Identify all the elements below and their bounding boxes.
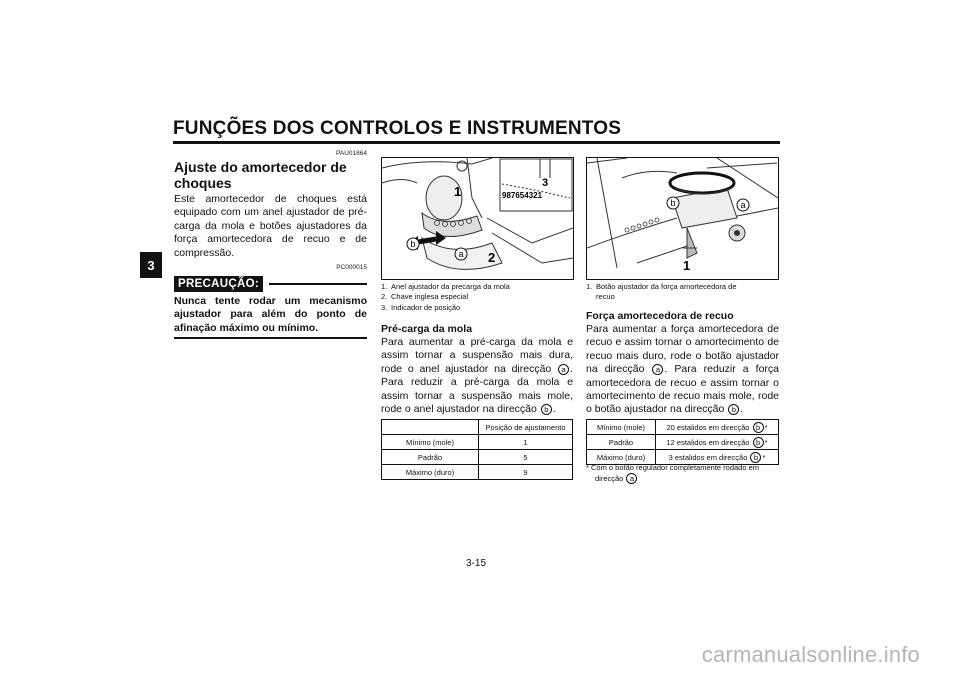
fig2-callout-a: a — [740, 200, 746, 210]
section-heading: Ajuste do amortecedor de choques — [174, 159, 347, 191]
caution-badge: PRECAUÇÃO: — [174, 276, 263, 292]
fig1-callout-2: 2 — [488, 250, 496, 265]
caution-code: PC000015 — [336, 264, 367, 272]
spring-preload-heading: Pré-carga da mola — [381, 323, 473, 335]
table-header-cell — [382, 420, 479, 435]
table-row: Mínimo (mole) 1 — [382, 435, 573, 450]
table-row: Mínimo (mole) 20 estalidos em direcção b * — [587, 420, 779, 435]
figure-rebound-damping — [586, 157, 779, 280]
shock-absorber-section — [174, 150, 367, 339]
page-number: 3-15 — [466, 558, 487, 569]
spring-preload-section — [381, 323, 573, 416]
direction-a-symbol: a — [626, 473, 637, 484]
fig1-callout-a: a — [458, 249, 464, 259]
caution-header — [174, 276, 367, 292]
direction-a-symbol: a — [558, 364, 569, 375]
section-code: PAU01864 — [336, 150, 367, 157]
legend-item: 3. Indicador de posição — [381, 302, 461, 312]
fig2-callout-b: b — [670, 198, 676, 208]
direction-b-symbol: b — [753, 422, 764, 433]
fig1-callout-b: b — [410, 239, 416, 249]
fig1-callout-3: 3 — [542, 177, 549, 189]
figure-spring-preload — [381, 157, 574, 280]
figure-spring-preload-legend — [381, 282, 573, 313]
caution-end-rule — [174, 337, 367, 339]
direction-a-symbol: a — [652, 364, 663, 375]
rebound-damping-text: Para aumentar a força amortecedora de recuo e assim tornar o amortecimento de recuo mais duro, rode o botão ajustador na direcção a . Para reduzir a força amortecedora de recuo e assim tornar o amortecimento de recuo mais mole, rode o botão ajustador na direcção b . — [586, 323, 780, 416]
watermark: carmanualsonline.info — [701, 642, 920, 667]
spring-preload-text: Para aumentar a pré-carga da mola e assim tornar a suspensão mais dura, rode o anel ajustador na direcção a . Para reduzir a pré-carga da mola e assim tornar a suspensão mais mole, rode o anel ajustador na direcção b . — [381, 336, 574, 416]
fig1-callout-1: 1 — [454, 184, 462, 199]
direction-b-symbol: b — [750, 452, 761, 463]
table-row: Máximo (duro) 3 estalidos em direcção b * — [587, 450, 779, 465]
direction-b-symbol: b — [753, 437, 764, 448]
direction-b-symbol: b — [728, 404, 739, 415]
chapter-tab: 3 — [140, 252, 162, 278]
direction-b-symbol: b — [541, 404, 552, 415]
legend-item: 1. Botão ajustador da força amortecedora de — [586, 282, 737, 291]
table-row: Padrão 12 estalidos em direcção b * — [587, 435, 779, 450]
title-rule — [173, 141, 780, 144]
caution-text: Nunca tente rodar um mecanismo ajustador para além do ponto de afinação máximo ou mínimo. — [174, 295, 367, 334]
rebound-damping-section — [586, 310, 779, 417]
figure-spring-preload-illustration — [382, 158, 573, 279]
fig2-callout-1: 1 — [683, 258, 691, 273]
rebound-damping-table — [586, 419, 779, 465]
table-header-cell: Posição de ajustamento — [479, 420, 573, 435]
table-header-row — [382, 420, 573, 435]
caution-rule — [269, 283, 367, 285]
spring-preload-table — [381, 419, 573, 480]
figure-rebound-damping-illustration — [587, 158, 778, 279]
figure-rebound-damping-legend — [586, 282, 778, 303]
section-intro: Este amortecedor de choques está equipado com um anel ajustador de pré-carga da mola e botões ajustadores da força amortecedora de recuo e de compressão. — [174, 193, 367, 259]
fig1-scale-digits: 987654321 — [502, 191, 543, 200]
legend-item: 1. Anel ajustador da precarga da mola — [381, 282, 510, 291]
page-title: FUNÇÕES DOS CONTROLOS E INSTRUMENTOS — [173, 118, 622, 139]
legend-item-continuation: recuo — [596, 292, 615, 302]
table-row: Padrão 5 — [382, 450, 573, 465]
rebound-damping-heading: Força amortecedora de recuo — [586, 310, 734, 322]
rebound-table-footnote: * Com o botão regulador completamente rodado em direcção a — [586, 463, 760, 483]
table-row: Máximo (duro) 9 — [382, 465, 573, 480]
legend-item: 2. Chave inglesa especial — [381, 292, 469, 302]
